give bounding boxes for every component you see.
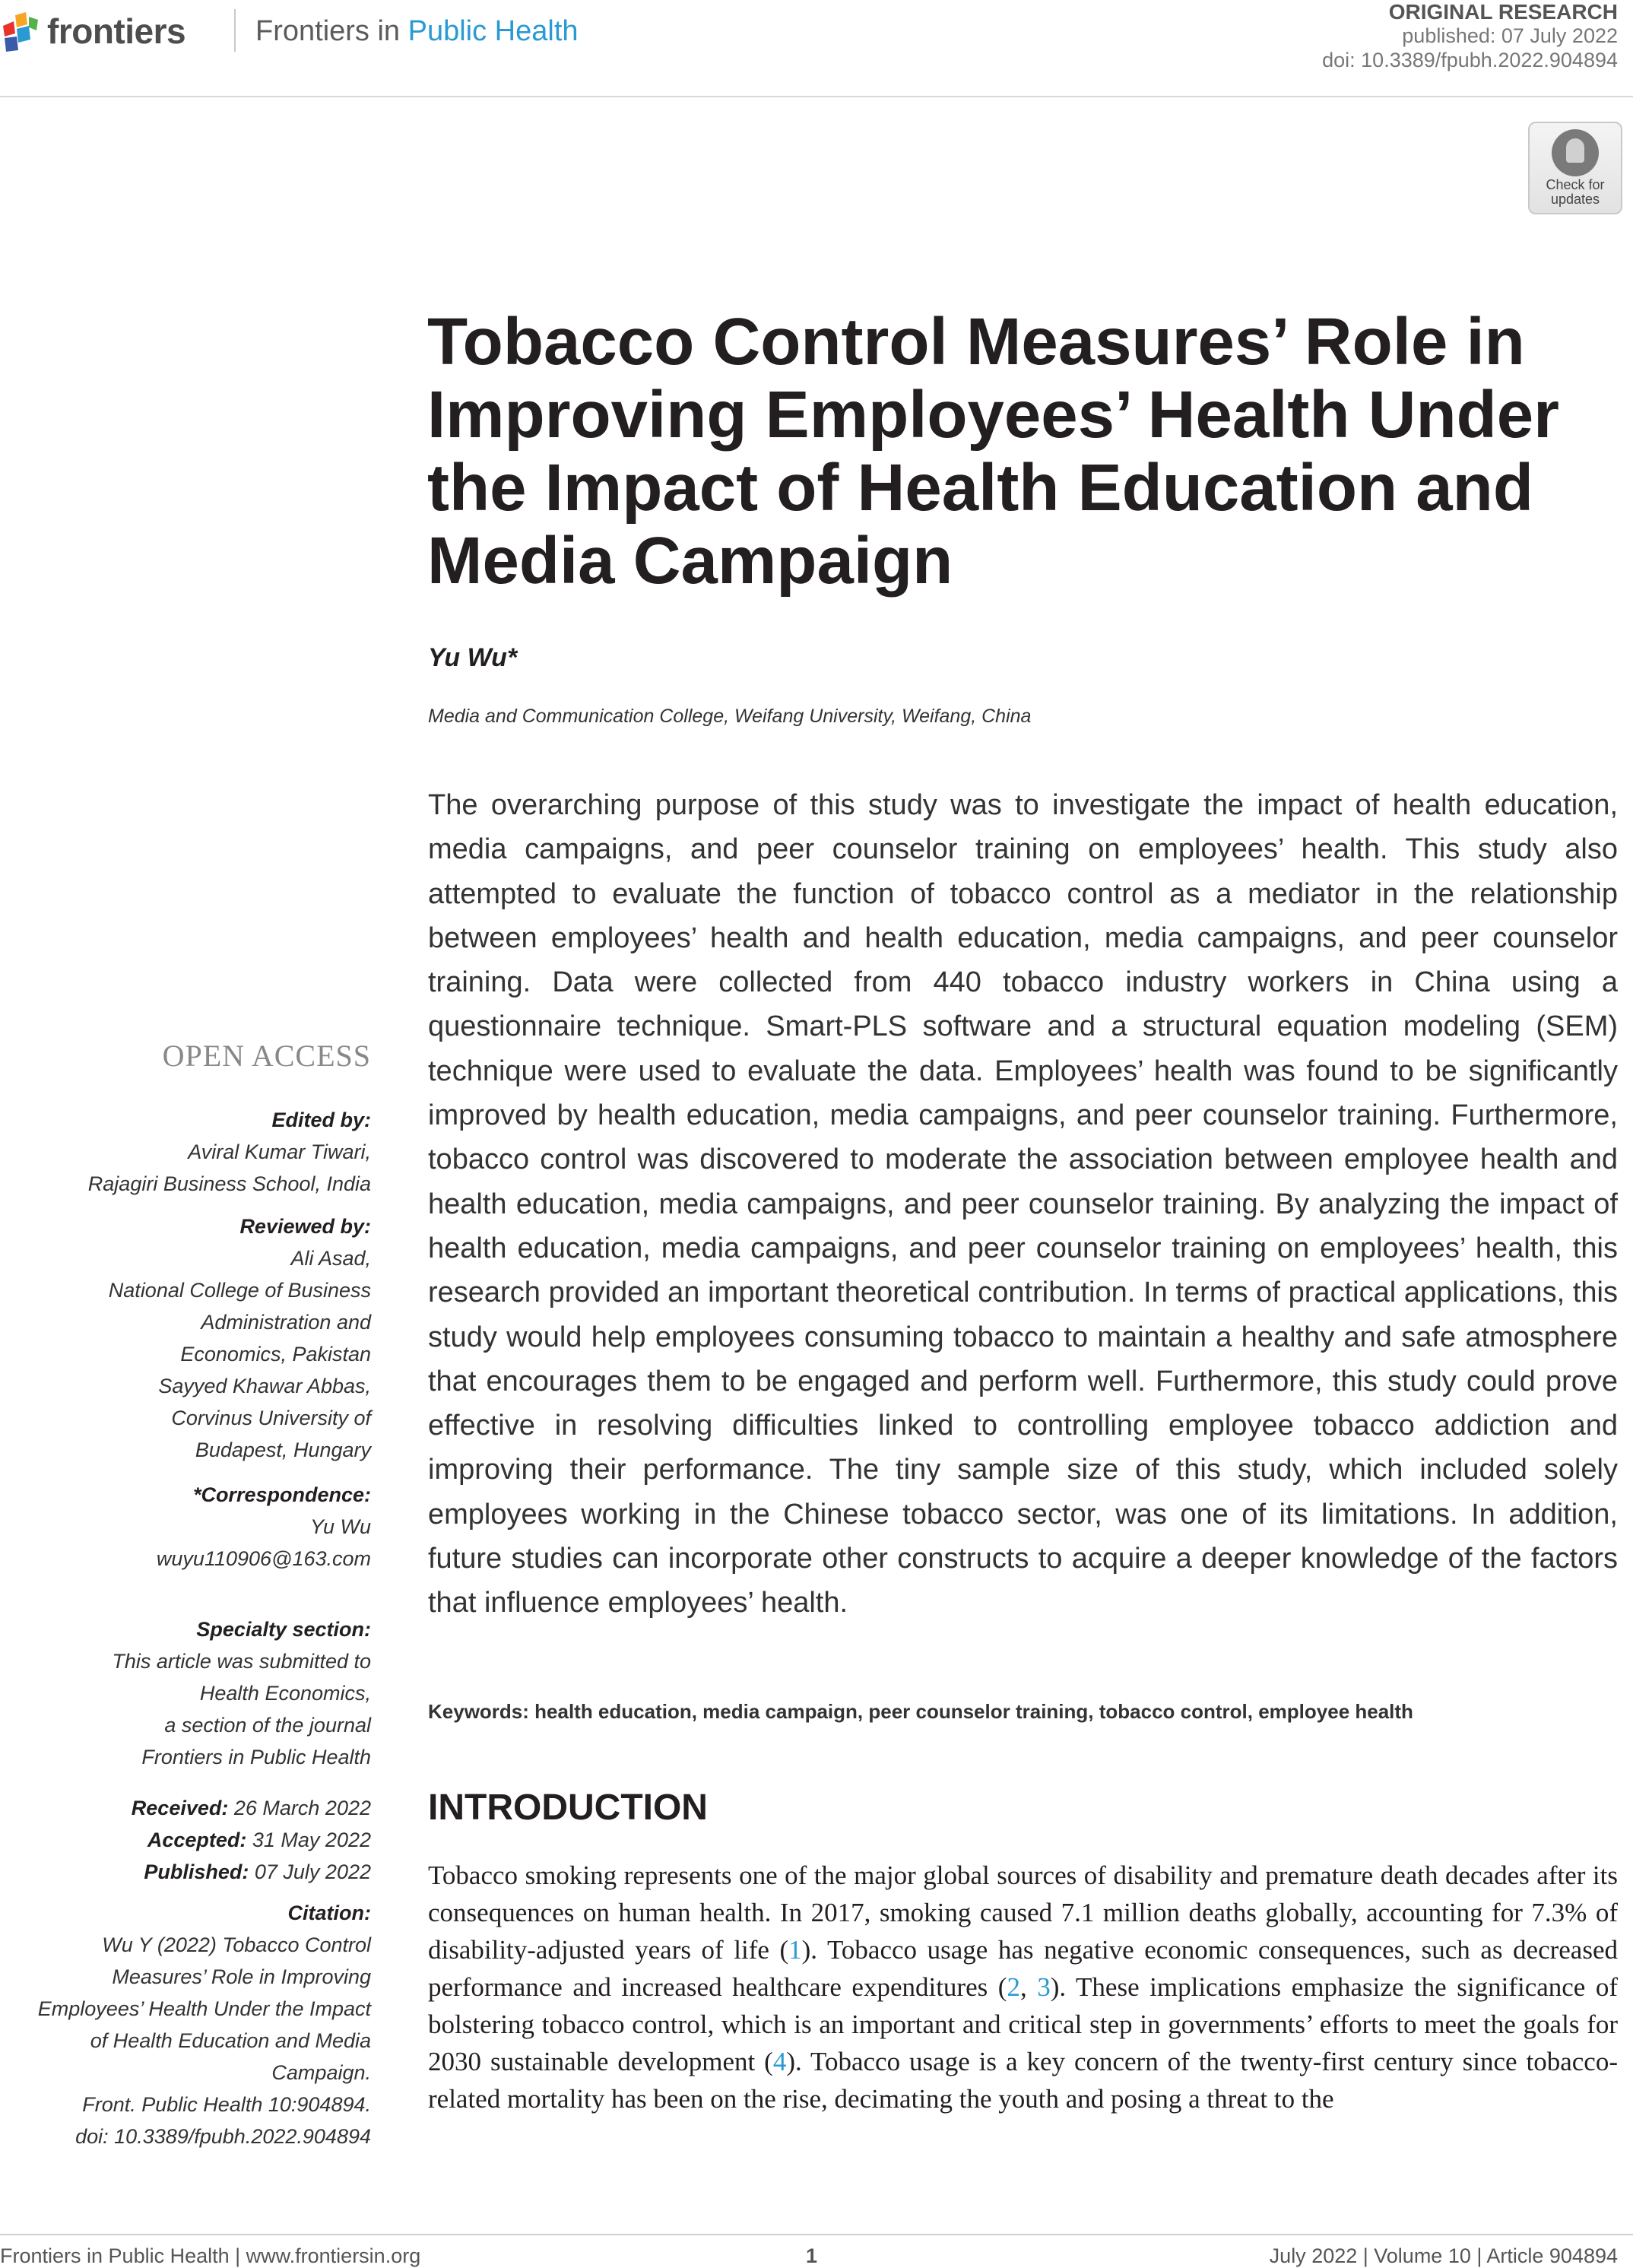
article-title: Tobacco Control Measures’ Role in Improving Employees’ Health Under the Impact of Health Education and Media Campaign — [427, 305, 1560, 598]
specialty-section: Specialty section: This article was submitted to Health Economics, a section of the journal Frontiers in Public Health — [112, 1618, 371, 1768]
citation-section: Citation: Wu Y (2022) Tobacco Control Measures’ Role in Improving Employees’ Health Under the Impact of Health Education and Media Campaign. Front. Public Health 10:904894. doi: 10.3389/fpubh.2022.904894 — [37, 1902, 371, 2148]
footer-journal-site[interactable]: Frontiers in Public Health | www.frontiersin.org — [0, 2244, 421, 2267]
reference-link[interactable]: 4 — [772, 2047, 787, 2076]
header-divider — [234, 9, 236, 52]
header-rule — [0, 96, 1633, 97]
published-date: published: 07 July 2022 — [1402, 24, 1618, 47]
author-name[interactable]: Yu Wu* — [428, 643, 518, 672]
journal-name[interactable] — [255, 15, 579, 48]
journal-accent: Public Health — [407, 15, 579, 47]
crossmark-icon — [1552, 129, 1599, 176]
author-affiliation: Media and Communication College, Weifang University, Weifang, China — [428, 706, 1032, 727]
brand-name: frontiers — [47, 11, 186, 51]
correspondence-section: *Correspondence: Yu Wu wuyu110906@163.com — [0, 1479, 371, 1575]
open-access-label: OPEN ACCESS — [162, 1039, 371, 1073]
dates-section: Received: 26 March 2022 Accepted: 31 May 2022 Published: 07 July 2022 — [131, 1797, 371, 1883]
introduction-paragraph: Tobacco smoking represents one of the major global sources of disability and premature death decades after its consequences on human health. In 2017, smoking caused 7.1 million deaths globally, accounting for 7.3% of disability-adjusted years of life (1). Tobacco usage has negative economic consequences, such as decreased performance and increased healthcare expenditures (2, 3). These implications emphasize the significance of bolstering tobacco control, which is an important and critical step in governments’ efforts to meet the goals for 2030 sustainable development (4). Tobacco usage is a key concern of the twenty-first century since tobacco-related mortality has been on the rise, decimating the youth and posing a threat to the — [428, 1860, 1619, 2114]
footer-issue-info: July 2022 | Volume 10 | Article 904894 — [1269, 2244, 1618, 2267]
abstract-text: The overarching purpose of this study was to investigate the impact of health education, media campaigns, and peer counselor training on employees’ health. This study also attempted to evaluate the function of tobacco control as a mediator in the relationship between employees’ health and health education, media campaigns, and peer counselor training. Data were collected from 440 tobacco industry workers in China using a questionnaire technique. Smart-PLS software and a structural equation modeling (SEM) technique were used to evaluate the data. Employees’ health was found to be significantly improved by health education, media campaigns, and peer counselor training. Furthermore, tobacco control was discovered to moderate the association between employee health and health education, media campaigns, and peer counselor training. By analyzing the impact of health education, media campaigns, and peer counselor training on employees’ health, this research provided an important theoretical contribution. In terms of practical applications, this study would help employees consuming tobacco to maintain a healthy and safe atmosphere that encourages them to be engaged and perform well. Furthermore, this study could prove effective in resolving difficulties linked to controlling employee tobacco addiction and improving their performance. The tiny sample size of this study, which included solely employees working in the Chinese tobacco sector, was one of its limitations. In addition, future studies can incorporate other constructs to acquire a deeper knowledge of the factors that influence employees’ health. — [428, 789, 1618, 1619]
frontiers-logo[interactable] — [0, 6, 228, 59]
section-heading-introduction: INTRODUCTION — [428, 1787, 708, 1828]
page-number: 1 — [806, 2244, 818, 2267]
correspondence-email[interactable]: wuyu110906@163.com — [156, 1547, 371, 1570]
frontiers-logo-icon — [0, 11, 40, 53]
footer-rule — [0, 2234, 1633, 2235]
reference-link[interactable]: 1 — [788, 1935, 802, 1965]
check-for-updates-button[interactable] — [1528, 122, 1622, 214]
edited-by-section: Edited by: Aviral Kumar Tiwari, Rajagiri Business School, India — [87, 1109, 371, 1195]
reference-link[interactable]: 3 — [1037, 1972, 1051, 2002]
article-type: ORIGINAL RESEARCH — [1388, 0, 1618, 24]
check-for-updates-label: Check for updates — [1546, 177, 1605, 207]
keywords: Keywords: health education, media campaign, peer counselor training, tobacco control, employee health — [428, 1700, 1413, 1723]
journal-prefix: Frontiers in — [255, 15, 408, 47]
reviewed-by-section: Reviewed by: Ali Asad, National College of Business Administration and Economics, Pakistan Sayyed Khawar Abbas, Corvinus University of Budapest, Hungary — [108, 1215, 371, 1461]
doi-link[interactable]: doi: 10.3389/fpubh.2022.904894 — [1322, 49, 1618, 71]
reference-link[interactable]: 2 — [1007, 1972, 1020, 2002]
